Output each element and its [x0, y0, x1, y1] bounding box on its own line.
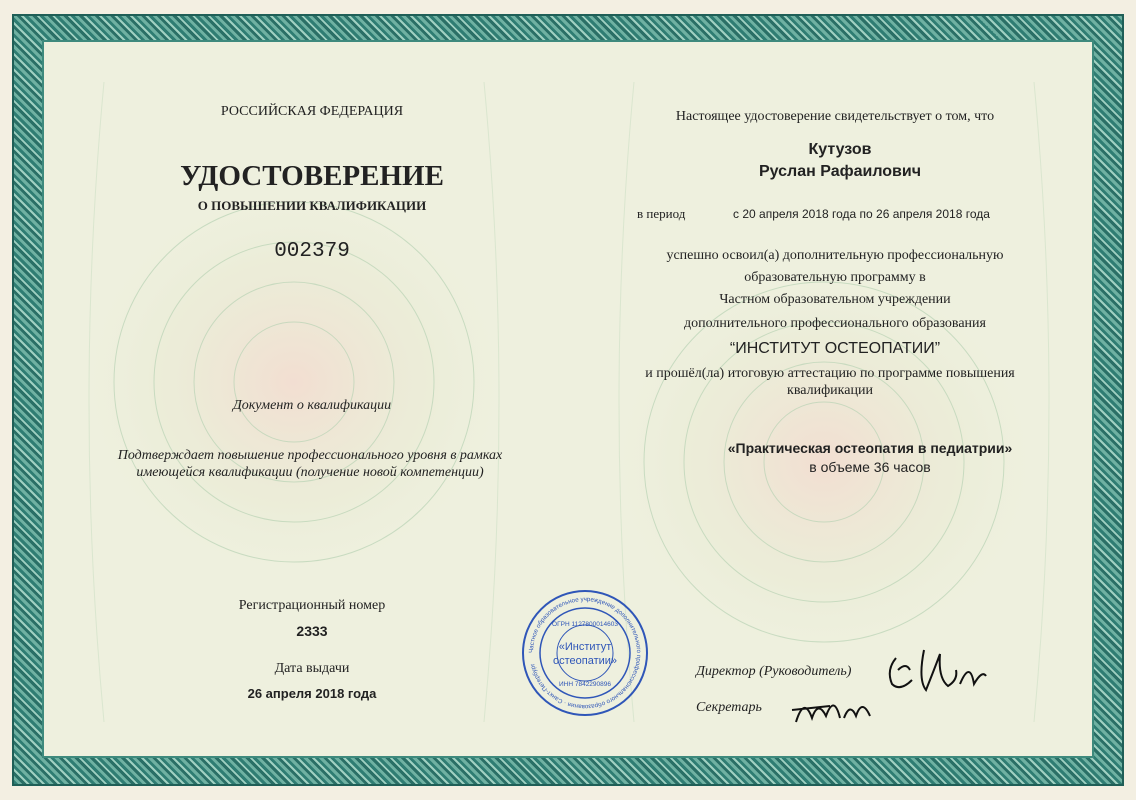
issue-date: 26 апреля 2018 года — [247, 686, 377, 701]
text-line-5: и прошёл(ла) итоговую аттестацию по программе повышения — [645, 366, 1015, 381]
document-number: 002379 — [274, 240, 350, 263]
country-name: РОССИЙСКАЯ ФЕДЕРАЦИЯ — [220, 104, 404, 119]
issue-date-label: Дата выдачи — [274, 661, 350, 676]
stamp-center-line-1: «Институт — [558, 641, 612, 653]
text-line-1: успешно освоил(а) дополнительную профессиональную — [666, 248, 1004, 263]
document-type: Документ о квалификации — [232, 398, 392, 413]
text-line-2: образовательную программу в — [744, 270, 926, 285]
text-line-3: Частном образовательном учреждении — [719, 292, 951, 307]
program-volume: в объеме 36 часов — [809, 459, 931, 475]
director-signature — [878, 640, 988, 700]
holder-name: Руслан Рафаилович — [758, 163, 922, 180]
period-label: в период — [637, 206, 686, 221]
secretary-signature — [790, 688, 890, 732]
program-name: «Практическая остеопатия в педиатрии» — [727, 440, 1013, 456]
confirm-text-line-2: имеющейся квалификации (получение новой компетенции) — [136, 465, 484, 480]
confirm-text-line-1: Подтверждает повышение профессионального уровня в рамках — [117, 448, 503, 463]
holder-surname: Кутузов — [808, 141, 872, 158]
text-line-4: дополнительного профессионального образования — [684, 316, 986, 331]
stamp-center-line-2: остеопатии» — [552, 655, 618, 667]
intro-text: Настоящее удостоверение свидетельствует о том, что — [675, 109, 995, 124]
registration-label: Регистрационный номер — [238, 598, 386, 613]
stamp-inn: ИНН 7842290896 — [558, 681, 612, 688]
stamp-ogrn: ОГРН 1127800014603 — [552, 621, 618, 628]
director-label: Директор (Руководитель) — [696, 664, 852, 679]
training-period: с 20 апреля 2018 года по 26 апреля 2018 года — [733, 207, 990, 221]
document-subtitle: О ПОВЫШЕНИИ КВАЛИФИКАЦИИ — [197, 198, 427, 213]
text-line-6: квалификации — [787, 383, 873, 398]
stamp-ring-text: Частное образовательное учреждение дополнительного профессионального образования · Санкт-Петербург — [527, 595, 643, 711]
institute-name: “ИНСТИТУТ ОСТЕОПАТИИ” — [729, 340, 941, 357]
document-title: УДОСТОВЕРЕНИЕ — [180, 160, 444, 192]
secretary-label: Секретарь — [696, 700, 762, 715]
registration-number: 2333 — [296, 623, 328, 639]
official-stamp — [520, 588, 650, 718]
